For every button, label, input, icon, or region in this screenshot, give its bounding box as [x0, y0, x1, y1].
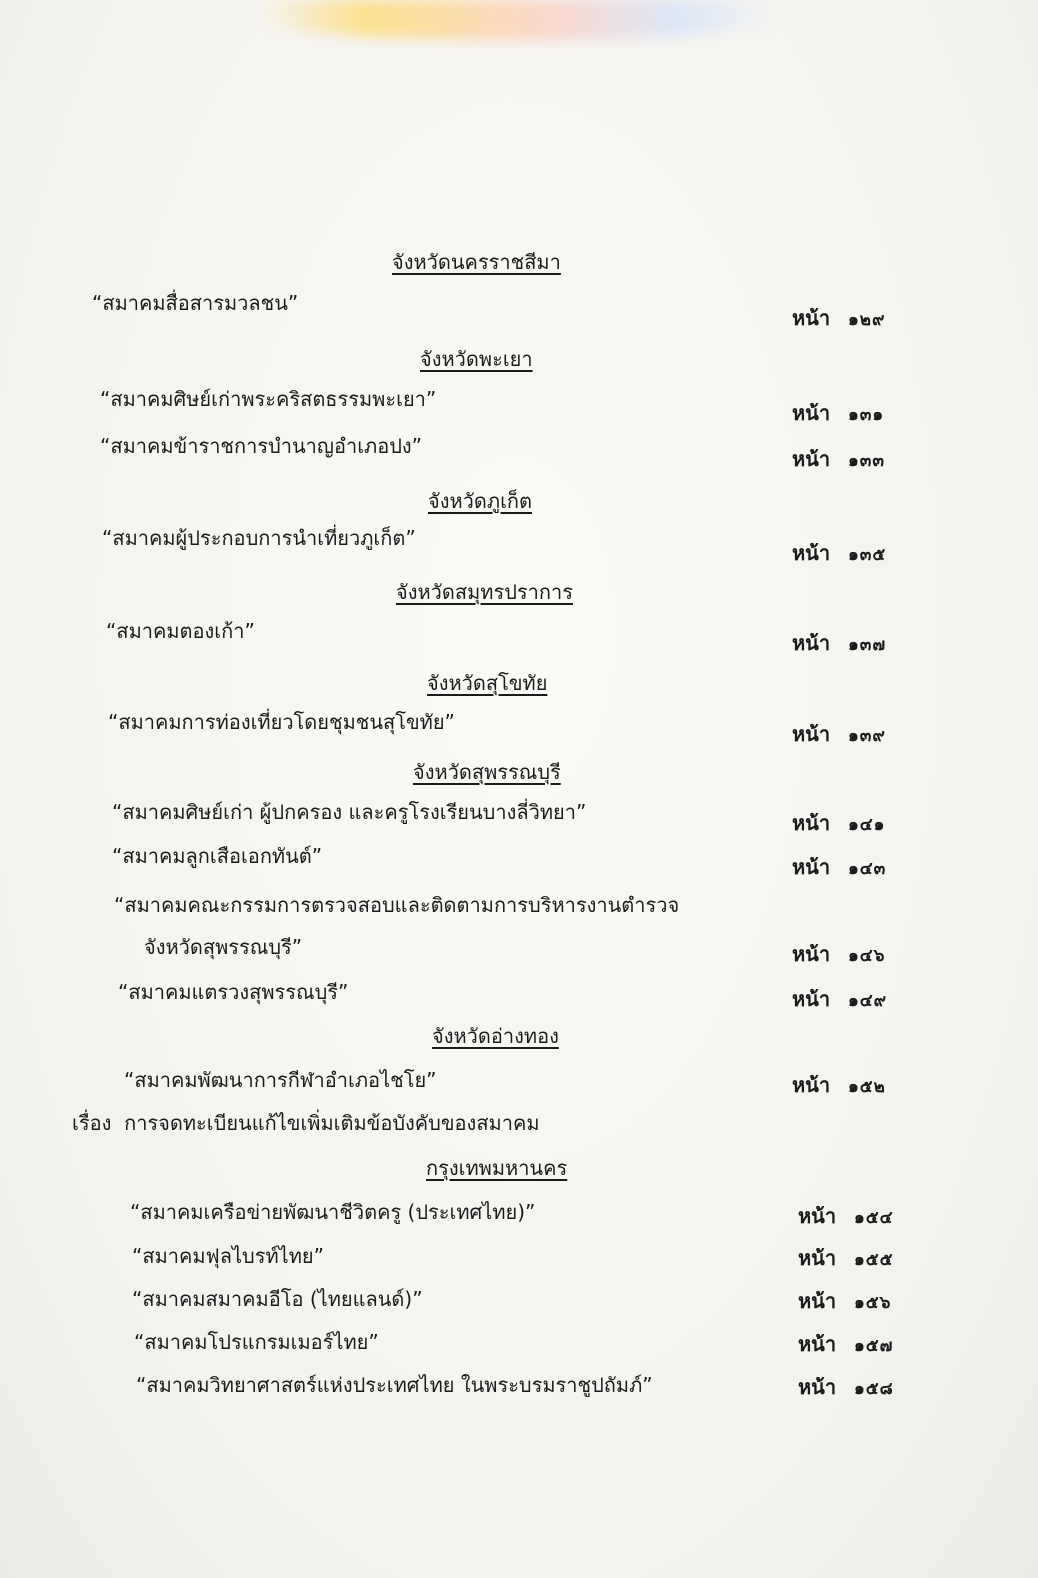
entry-name: “สมาคมฟุลไบรท์ไทย” — [132, 1244, 324, 1268]
entry-name: “สมาคมตองเก้า” — [106, 619, 255, 643]
entry-page — [792, 718, 886, 750]
page-number: ๑๓๕ — [848, 545, 887, 565]
entry-page — [792, 302, 885, 334]
page-label: หน้า — [798, 1332, 837, 1356]
entry-name: “สมาคมวิทยาศาสตร์แห่งประเทศไทย ในพระบรมราชูปถัมภ์” — [136, 1373, 653, 1397]
entry-name-continuation: จังหวัดสุพรรณบุรี” — [144, 935, 303, 959]
page-number: ๑๕๘ — [854, 1379, 894, 1399]
entry-name: “สมาคมศิษย์เก่า ผู้ปกครอง และครูโรงเรียนบางลี่วิทยา” — [112, 800, 587, 824]
entry-page — [792, 537, 886, 569]
page-number: ๑๔๓ — [848, 859, 887, 879]
entry-name: “สมาคมผู้ประกอบการนำเที่ยวภูเก็ต” — [102, 526, 416, 550]
entry-name: “สมาคมพัฒนาการกีฬาอำเภอไชโย” — [124, 1068, 437, 1092]
page-label: หน้า — [792, 1073, 831, 1097]
entry-name: “สมาคมลูกเสือเอกทันต์” — [112, 844, 323, 868]
page-label: หน้า — [792, 811, 831, 835]
page-label: หน้า — [792, 631, 831, 655]
entry-name: “สมาคมเครือข่ายพัฒนาชีวิตครู (ประเทศไทย)” — [130, 1200, 536, 1224]
entry-page — [792, 807, 885, 839]
page-label: หน้า — [792, 306, 831, 330]
page-number: ๑๓๓ — [848, 451, 886, 471]
section-heading-phayao: จังหวัดพะเยา — [420, 347, 533, 371]
page-label: หน้า — [792, 855, 831, 879]
entry-page — [792, 1069, 886, 1101]
page-label: หน้า — [792, 447, 831, 471]
section-heading-samut-prakan: จังหวัดสมุทรปราการ — [396, 580, 573, 604]
entry-name: “สมาคมการท่องเที่ยวโดยชุมชนสุโขทัย” — [108, 710, 455, 734]
page-label: หน้า — [792, 541, 831, 565]
page-number: ๑๔๑ — [848, 815, 886, 835]
section-title — [72, 1107, 540, 1139]
page-label: หน้า — [798, 1204, 837, 1228]
entry-page — [792, 983, 887, 1015]
section-heading-sukhothai: จังหวัดสุโขทัย — [427, 671, 548, 695]
section-heading-nakhon-ratchasima: จังหวัดนครราชสีมา — [392, 250, 561, 274]
page-label: หน้า — [792, 722, 831, 746]
entry-name: “สมาคมสื่อสารมวลชน” — [92, 291, 299, 315]
page-number: ๑๕๖ — [854, 1293, 892, 1313]
top-glare — [260, 0, 780, 40]
entry-page — [792, 627, 886, 659]
entry-page — [798, 1285, 891, 1317]
entry-page — [792, 938, 885, 970]
entry-name: “สมาคมแตรวงสุพรรณบุรี” — [118, 980, 349, 1004]
page-number: ๑๕๔ — [854, 1208, 894, 1228]
section-title-label: เรื่อง — [72, 1111, 112, 1135]
page-number: ๑๓๑ — [848, 405, 885, 425]
entry-page — [792, 851, 886, 883]
entry-name: “สมาคมศิษย์เก่าพระคริสตธรรมพะเยา” — [100, 387, 437, 411]
entry-page — [792, 397, 884, 429]
section-heading-suphanburi: จังหวัดสุพรรณบุรี — [413, 760, 561, 784]
entry-page — [798, 1242, 894, 1274]
page-label: หน้า — [792, 987, 831, 1011]
entry-name: “สมาคมสมาคมอีโอ (ไทยแลนด์)” — [132, 1287, 423, 1311]
section-heading-bangkok: กรุงเทพมหานคร — [426, 1156, 568, 1180]
entry-page — [792, 443, 885, 475]
page-label: หน้า — [798, 1246, 837, 1270]
entry-page — [798, 1200, 894, 1232]
page-label: หน้า — [792, 401, 831, 425]
page-label: หน้า — [798, 1375, 837, 1399]
entry-page — [798, 1371, 894, 1403]
section-title-text: การจดทะเบียนแก้ไขเพิ่มเติมข้อบังคับของสมาคม — [124, 1111, 540, 1135]
page-label: หน้า — [792, 942, 831, 966]
section-heading-phuket: จังหวัดภูเก็ต — [428, 489, 533, 513]
entry-name: “สมาคมคณะกรรมการตรวจสอบและติดตามการบริหารงานตำรวจ — [114, 893, 680, 917]
page-number: ๑๔๖ — [848, 946, 886, 966]
page-label: หน้า — [798, 1289, 837, 1313]
page-number: ๑๕๒ — [848, 1077, 886, 1097]
section-heading-ang-thong: จังหวัดอ่างทอง — [432, 1024, 559, 1048]
page-number: ๑๕๕ — [854, 1250, 894, 1270]
entry-name: “สมาคมโปรแกรมเมอร์ไทย” — [134, 1330, 379, 1354]
page-number: ๑๕๗ — [854, 1336, 894, 1356]
page-number: ๑๓๗ — [848, 635, 887, 655]
page-number: ๑๓๙ — [848, 726, 886, 746]
page-number: ๑๒๙ — [848, 310, 886, 330]
entry-name: “สมาคมข้าราชการบำนาญอำเภอปง” — [100, 434, 423, 458]
page-number: ๑๔๙ — [848, 991, 888, 1011]
entry-page — [798, 1328, 893, 1360]
